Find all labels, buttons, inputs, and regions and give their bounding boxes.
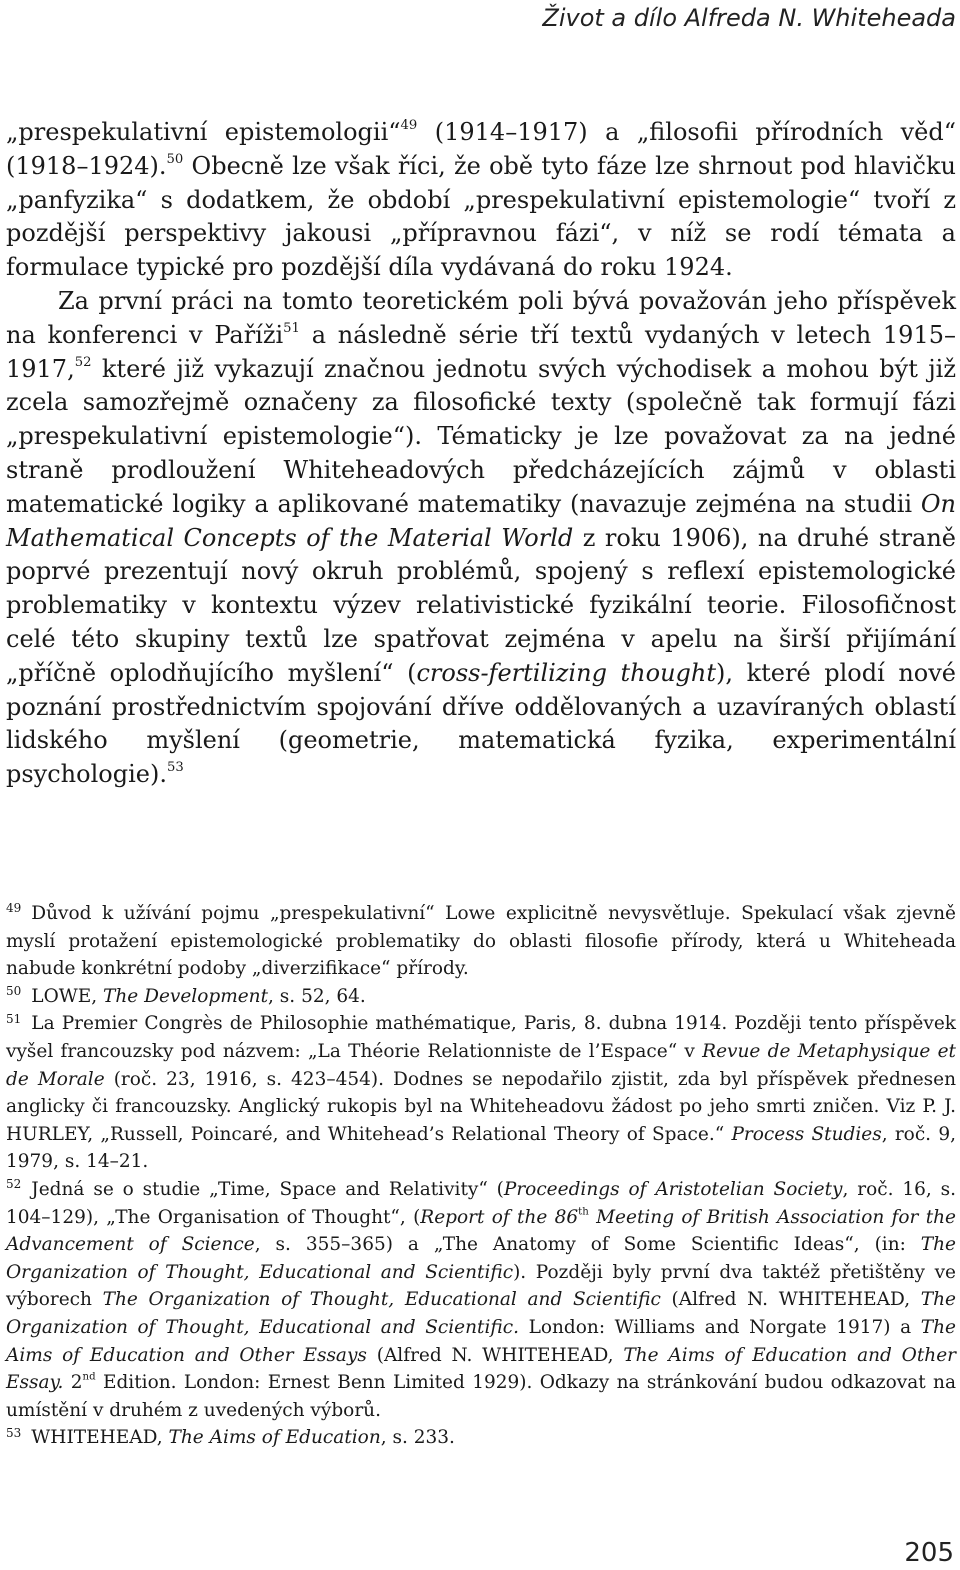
work-title: The Aims of Education and Other Essays <box>6 1316 956 1366</box>
footnote-ref-53[interactable]: 53 <box>166 759 184 775</box>
work-title: Meeting of British Association for the Advancement of Science <box>6 1206 956 1256</box>
text-run: La Premier Congrès de Philosophie mathématique, Paris, 8. dubna 1914. Později tento příspěvek vyšel francouzsky pod názvem: „La Théorie Relationniste de l’Espace“ v <box>6 1013 956 1062</box>
footnote-53 <box>6 1424 956 1452</box>
footnote-51 <box>6 1010 956 1176</box>
footnote-number: 53 <box>6 1425 22 1440</box>
text-run: z roku 1906), na druhé straně poprvé prezentují nový okruh problémů, spojený s reflexí epistemologické problematiky v kontextu výzev relativistické fyzikální teorie. Filosofičnost celé této skupiny textů lze spatřovat zejména v apelu na širší přijímání „příčně oplodňujícího myšlení“ ( <box>6 523 957 687</box>
footnote-number: 50 <box>6 984 22 999</box>
footnote-ref-49[interactable]: 49 <box>400 117 418 133</box>
text-run: (Alfred N. WHITEHEAD, <box>660 1289 921 1311</box>
text-run: ), které plodí nové poznání prostřednictvím spojování dříve oddělovaných a uzavíraných oblastí lidského myšlení (geometrie, matematická fyzika, experimentální psychologie). <box>6 658 957 789</box>
text-run: ). Později byly první dva taktéž přetištěny ve výborech <box>6 1261 956 1311</box>
work-title: The Organization of Thought, Educational and Scientific. <box>6 1289 956 1338</box>
work-title: On Mathematical Concepts of the Material World <box>6 489 956 552</box>
footnote-50 <box>6 983 956 1011</box>
work-title: Proceedings of Aristotelian Society <box>503 1178 843 1200</box>
footnote-49 <box>6 900 956 983</box>
footnote-number: 52 <box>6 1177 22 1192</box>
work-title: Process Studies <box>731 1123 882 1145</box>
footnote-number: 49 <box>6 901 22 916</box>
text-run: „prespekulativní epistemologii“ <box>6 118 401 146</box>
text-run: WHITEHEAD, <box>31 1427 169 1449</box>
text-run: , s. 52, 64. <box>268 985 366 1007</box>
footnote-text: Důvod k užívání pojmu „prespekulativní“ Lowe explicitně nevysvětluje. Spekulací však zjevně myslí protažení epistemologické problematiky do oblasti filosofie přírody, která u Whiteheada nabude konkrétní podoby „diverzifikace“ přírody. <box>6 903 956 980</box>
text-run: Edition. London: Ernest Benn Limited 1929). Odkazy na stránkování budou odkazovat na umístění v druhém z uvedených výborů. <box>6 1372 956 1421</box>
text-run: , roč. 9, 1979, s. 14–21. <box>6 1123 956 1173</box>
work-title: The Development <box>103 985 269 1007</box>
paragraph-1 <box>6 116 956 285</box>
text-run: , s. 355–365) a „The Anatomy of Some Scientific Ideas“, (in: <box>254 1234 921 1256</box>
footnote-ref-51[interactable]: 51 <box>283 320 300 336</box>
footnote-ref-50[interactable]: 50 <box>166 151 184 167</box>
running-head: Život a dílo Alfreda N. Whiteheada <box>542 4 956 32</box>
page-number: 205 <box>904 1538 954 1568</box>
work-title: The Organization of Thought, Educational and Scientific <box>102 1289 661 1311</box>
text-run: Obecně lze však říci, že obě tyto fáze lze shrnout pod hlavičku „panfyzika“ s dodatkem, že období „prespekulativní epistemologie“ tvoří z pozdější perspektivy jakousi „přípravnou fázi“, v níž se rodí témata a formulace typické pro pozdější díla vydávaná do roku 1924. <box>6 151 956 282</box>
text-run: Jedná se o studie „Time, Space and Relativity“ ( <box>31 1178 504 1200</box>
text-run: které již vykazují značnou jednotu svých východisek a mohou být již zcela samozřejmě označeny za filosofické texty (společně tak formují fázi „prespekulativní epistemologie“). Tématicky je lze považovat za na jedné straně prodloužení Whiteheadových předcházejících zájmů v oblasti matematické logiky a aplikované matematiky (navazuje zejména na studii <box>6 354 956 518</box>
text-run: a následně série tří textů vydaných v letech 1915–1917, <box>6 320 956 383</box>
text-run: London: Williams and Norgate 1917) a <box>518 1316 921 1338</box>
text-run: , roč. 16, s. 104–129), „The Organisation of Thought“, ( <box>6 1178 956 1228</box>
main-text <box>6 116 956 792</box>
text-run: , s. 233. <box>380 1427 455 1449</box>
work-title: Report of the 86 <box>420 1206 579 1228</box>
text-run: (Alfred N. WHITEHEAD, <box>366 1344 624 1366</box>
ordinal-suffix: nd <box>82 1371 96 1383</box>
text-run: Za první práci na tomto teoretickém poli bývá považován jeho příspěvek na konferenci v Paříži <box>6 286 956 349</box>
work-title: The Aims of Education <box>168 1427 381 1449</box>
work-title: The Organization of Thought, Educational and Scientific <box>6 1234 956 1283</box>
text-run: 2 <box>63 1372 83 1394</box>
footnotes <box>6 900 956 1452</box>
ordinal-suffix: th <box>578 1205 589 1217</box>
footnote-number: 51 <box>6 1011 22 1026</box>
text-run: (roč. 23, 1916, s. 423–454). Dodnes se nepodařilo zjistit, zda byl příspěvek přednesen anglicky či francouzsky. Anglický rukopis byl na Whiteheadovu žádost po jeho smrti zničen. Viz P. J. HURLEY, „Russell, Poincaré, and Whitehead’s Relational Theory of Space.“ <box>6 1068 957 1145</box>
english-term: cross-fertilizing thought <box>416 658 716 687</box>
work-title: Revue de Metaphysique et de Morale <box>6 1040 956 1090</box>
work-title: The Aims of Education and Other Essay. <box>6 1344 956 1394</box>
text-run: (1914–1917) a „filosofii přírodních věd“ (1918–1924). <box>6 118 957 180</box>
text-run: LOWE, <box>31 985 104 1007</box>
footnote-ref-52[interactable]: 52 <box>74 354 92 370</box>
footnote-52 <box>6 1176 956 1424</box>
paragraph-2 <box>6 285 956 792</box>
